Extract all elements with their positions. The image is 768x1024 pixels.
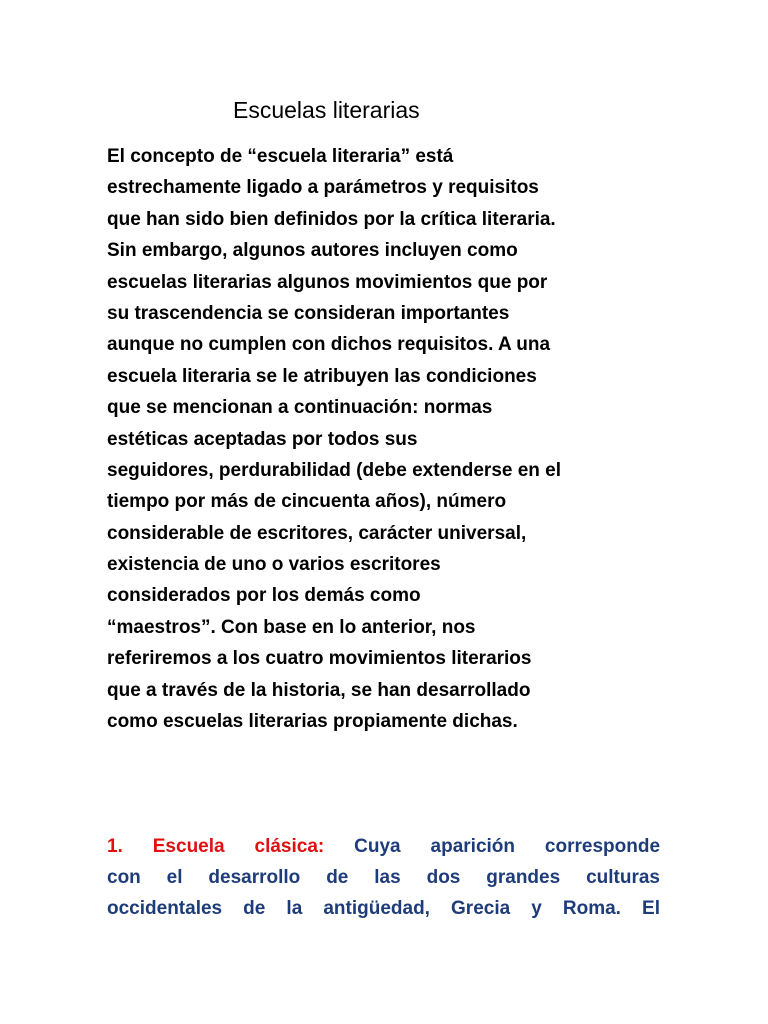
paragraph-line: seguidores, perdurabilidad (debe extenderse en el xyxy=(107,459,562,481)
paragraph-line: escuelas literarias algunos movimientos que por xyxy=(107,271,548,293)
paragraph-line: como escuelas literarias propiamente dichas. xyxy=(107,711,518,733)
paragraph-line: tiempo por más de cincuenta años), número xyxy=(107,491,507,513)
paragraph-line: existencia de uno o varios escritores xyxy=(107,554,441,576)
paragraph-line: que a través de la historia, se han desarrollado xyxy=(107,679,531,701)
paragraph-line: El concepto de “escuela literaria” está xyxy=(107,146,454,167)
paragraph-line: que se mencionan a continuación: normas xyxy=(107,397,493,419)
paragraph-line: “maestros”. Con base en lo anterior, nos xyxy=(107,616,476,638)
section-escuela-clasica xyxy=(107,831,660,924)
paragraph-line: considerable de escritores, carácter universal, xyxy=(107,522,527,544)
paragraph-line: escuela literaria se le atribuyen las condiciones xyxy=(107,365,537,387)
paragraph-line: estrechamente ligado a parámetros y requisitos xyxy=(107,177,539,199)
document-title: Escuelas literarias xyxy=(233,97,420,123)
section-line: occidentales de la antigüedad, Grecia y Roma. El xyxy=(107,898,660,919)
paragraph-line: considerados por los demás como xyxy=(107,585,421,607)
paragraph-line: referiremos a los cuatro movimientos literarios xyxy=(107,648,532,670)
paragraph-line: estéticas aceptadas por todos sus xyxy=(107,428,418,450)
section-line: con el desarrollo de las dos grandes culturas xyxy=(107,867,660,888)
paragraph-line: que han sido bien definidos por la crítica literaria. xyxy=(107,208,556,230)
paragraph-line: su trascendencia se consideran importantes xyxy=(107,302,510,324)
intro-paragraph xyxy=(107,141,667,737)
paragraph-line: aunque no cumplen con dichos requisitos. A una xyxy=(107,334,551,356)
section-first-line-text: Cuya aparición corresponde xyxy=(354,836,661,857)
section-heading: 1. Escuela clásica: xyxy=(107,836,325,857)
paragraph-line: Sin embargo, algunos autores incluyen como xyxy=(107,240,518,262)
section-first-line xyxy=(107,831,660,862)
